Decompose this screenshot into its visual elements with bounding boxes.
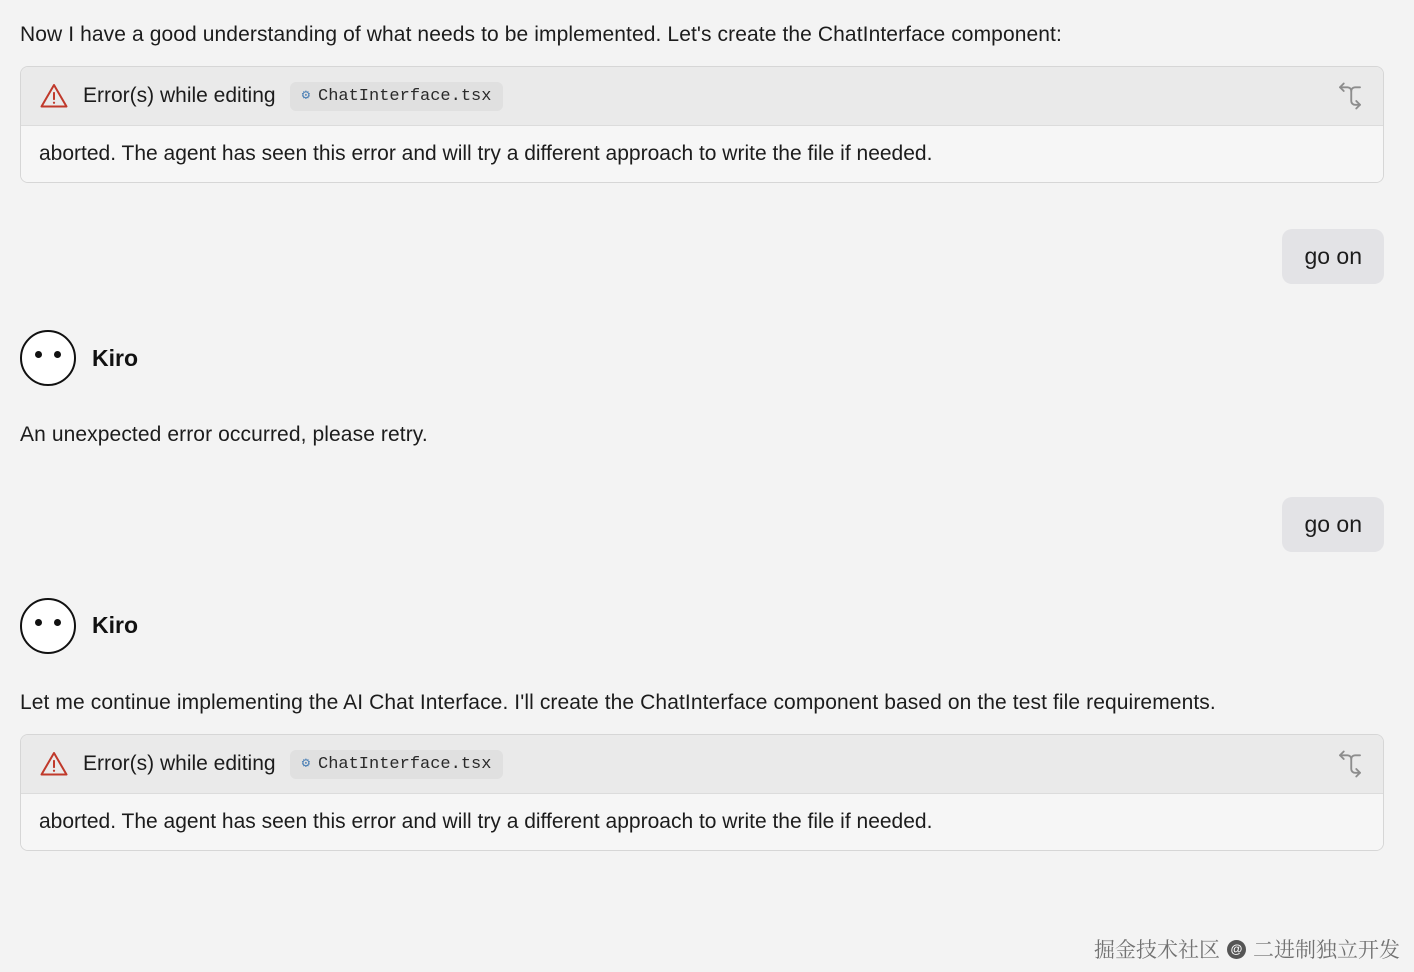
- agent-header: [0, 598, 1414, 654]
- error-card-body: aborted. The agent has seen this error and will try a different approach to write the file if needed.: [21, 126, 1383, 182]
- file-chip[interactable]: [290, 750, 504, 779]
- user-message-row: [0, 229, 1414, 284]
- file-name: ChatInterface.tsx: [318, 754, 492, 774]
- agent-name: Kiro: [92, 344, 138, 371]
- user-message-row: [0, 497, 1414, 552]
- gap: [0, 284, 1414, 330]
- gear-icon: ⚙: [301, 756, 310, 773]
- file-name: ChatInterface.tsx: [318, 86, 492, 106]
- warning-triangle-icon: [39, 81, 69, 111]
- user-message-bubble: go on: [1282, 229, 1384, 284]
- file-chip[interactable]: [290, 82, 504, 111]
- gap: [0, 183, 1414, 229]
- gap: [0, 451, 1414, 497]
- watermark: [1094, 934, 1400, 964]
- avatar: [20, 598, 76, 654]
- gap: [0, 654, 1414, 688]
- watermark-site: 掘金技术社区: [1094, 939, 1220, 962]
- agent-message: An unexpected error occurred, please retry.: [20, 423, 428, 447]
- error-card[interactable]: [20, 734, 1384, 851]
- error-card-title: Error(s) while editing: [83, 752, 276, 776]
- compare-changes-icon[interactable]: [1335, 750, 1365, 778]
- error-card-body: aborted. The agent has seen this error and will try a different approach to write the file if needed.: [21, 794, 1383, 850]
- error-card[interactable]: [20, 66, 1384, 183]
- compare-changes-icon[interactable]: [1335, 82, 1365, 110]
- warning-triangle-icon: [39, 749, 69, 779]
- user-message-bubble: go on: [1282, 497, 1384, 552]
- intro-paragraph: Now I have a good understanding of what needs to be implemented. Let's create the ChatInterface component:: [20, 23, 1062, 46]
- avatar: [20, 330, 76, 386]
- watermark-author: 二进制独立开发: [1253, 939, 1400, 962]
- agent-header: [0, 330, 1414, 386]
- gear-icon: ⚙: [301, 88, 310, 105]
- gap: [0, 552, 1414, 598]
- gap: [0, 386, 1414, 420]
- error-card-header[interactable]: [21, 735, 1383, 794]
- watermark-badge-icon: @: [1227, 940, 1246, 959]
- error-card-header[interactable]: [21, 67, 1383, 126]
- error-card-title: Error(s) while editing: [83, 84, 276, 108]
- agent-message: Let me continue implementing the AI Chat Interface. I'll create the ChatInterface component based on the test file requirements.: [20, 690, 1216, 714]
- agent-name: Kiro: [92, 612, 138, 639]
